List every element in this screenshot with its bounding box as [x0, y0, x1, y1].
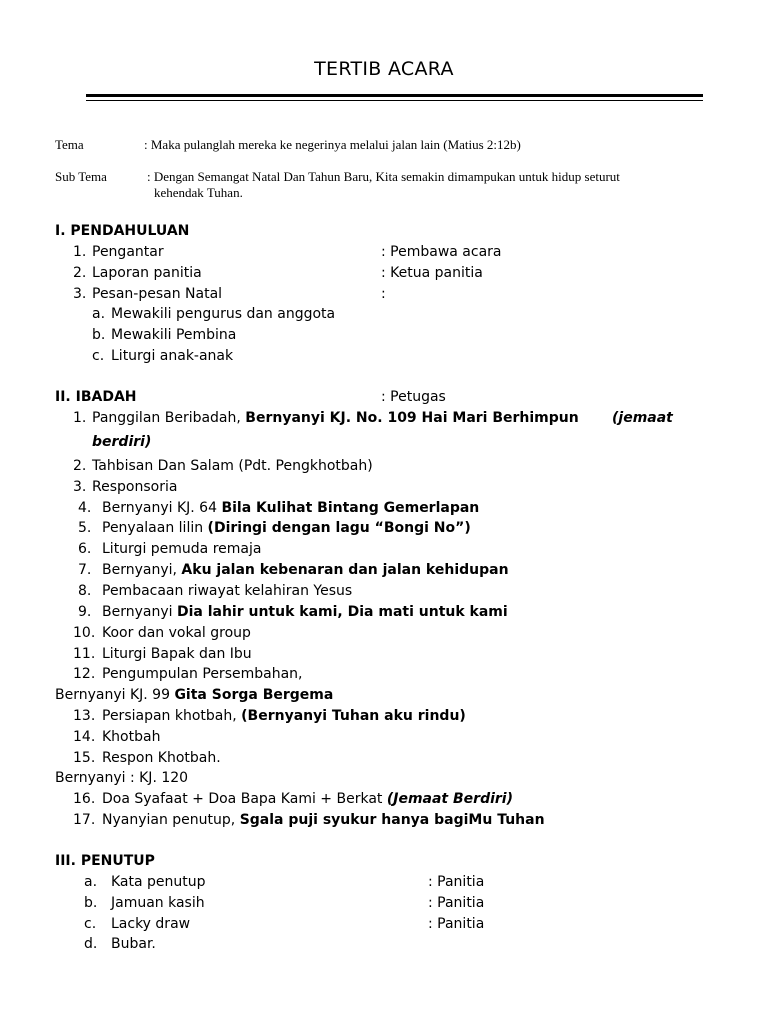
pendahuluan-subitem-c-letter: c. [92, 348, 105, 364]
ibadah-role-header: : Petugas [381, 389, 446, 405]
pendahuluan-item-3-role: : [381, 286, 386, 302]
pendahuluan-item-1-text: Pengantar [92, 244, 164, 260]
ibadah-item-14-text: Khotbah [102, 729, 161, 745]
ibadah-item-12-text: Pengumpulan Persembahan, [102, 666, 303, 682]
ibadah-item-4 [102, 499, 479, 517]
ibadah-item-12-song: Gita Sorga Bergema [174, 687, 334, 703]
ibadah-item-6-number: 6. [78, 541, 92, 557]
ibadah-item-3-number: 3. [73, 479, 87, 495]
penutup-item-d-letter: d. [84, 936, 98, 952]
ibadah-item-15-text: Respon Khotbah. [102, 750, 221, 766]
pendahuluan-item-2-text: Laporan panitia [92, 265, 202, 281]
penutup-item-c-letter: c. [84, 916, 97, 932]
ibadah-item-17-number: 17. [73, 812, 96, 828]
pendahuluan-item-2-number: 2. [73, 265, 87, 281]
ibadah-item-8-number: 8. [78, 583, 92, 599]
ibadah-item-1 [92, 409, 579, 427]
ibadah-item-9-text: Bernyanyi [102, 604, 177, 620]
ibadah-item-10-number: 10. [73, 625, 96, 641]
section-heading-pendahuluan: I. PENDAHULUAN [55, 223, 190, 239]
ibadah-item-6-text: Liturgi pemuda remaja [102, 541, 262, 557]
tema-text: : Maka pulanglah mereka ke negerinya melalui jalan lain (Matius 2:12b) [144, 137, 521, 152]
ibadah-item-17 [102, 811, 545, 829]
ibadah-item-5-number: 5. [78, 520, 92, 536]
ibadah-item-13-number: 13. [73, 708, 96, 724]
pendahuluan-item-1-number: 1. [73, 244, 87, 260]
ibadah-item-13-song: (Bernyanyi Tuhan aku rindu) [241, 708, 466, 724]
title-divider-thick [86, 94, 703, 97]
penutup-item-a-text: Kata penutup [111, 874, 206, 890]
penutup-item-b-letter: b. [84, 895, 98, 911]
penutup-item-c-text: Lacky draw [111, 916, 191, 932]
ibadah-item-9 [102, 603, 508, 621]
tema-label: Tema [55, 137, 84, 152]
ibadah-item-4-number: 4. [78, 500, 92, 516]
ibadah-item-1-number: 1. [73, 410, 87, 426]
ibadah-item-2-text: Tahbisan Dan Salam (Pdt. Pengkhotbah) [92, 458, 373, 474]
penutup-item-d-text: Bubar. [111, 936, 156, 952]
ibadah-item-13 [102, 707, 466, 725]
ibadah-item-16-text: Doa Syafaat + Doa Bapa Kami + Berkat [102, 791, 387, 807]
ibadah-item-17-song: Sgala puji syukur hanya bagiMu Tuhan [239, 812, 545, 828]
pendahuluan-subitem-a-text: Mewakili pengurus dan anggota [111, 306, 336, 322]
page-title: TERTIB ACARA [314, 58, 454, 80]
ibadah-item-1-note: (jemaat [612, 410, 673, 426]
ibadah-item-12-song-line [55, 686, 333, 704]
ibadah-item-5-text: Penyalaan lilin [102, 520, 208, 536]
ibadah-item-12-number: 12. [73, 666, 96, 682]
ibadah-item-11-number: 11. [73, 646, 96, 662]
ibadah-item-4-song: Bila Kulihat Bintang Gemerlapan [221, 500, 480, 516]
penutup-item-c-role: : Panitia [428, 916, 485, 932]
ibadah-item-12-song-label: Bernyanyi KJ. 99 [55, 687, 175, 703]
ibadah-item-3-text: Responsoria [92, 479, 178, 495]
ibadah-item-7-text: Bernyanyi, [102, 562, 182, 578]
section-heading-penutup: III. PENUTUP [55, 853, 155, 869]
penutup-item-b-text: Jamuan kasih [111, 895, 205, 911]
pendahuluan-item-1-role: : Pembawa acara [381, 244, 502, 260]
pendahuluan-item-3-number: 3. [73, 286, 87, 302]
penutup-item-a-role: : Panitia [428, 874, 485, 890]
sub-tema-label: Sub Tema [55, 169, 107, 184]
penutup-item-b-role: : Panitia [428, 895, 485, 911]
ibadah-item-1-song: Bernyanyi KJ. No. 109 Hai Mari Berhimpun [245, 410, 579, 426]
ibadah-item-4-text: Bernyanyi KJ. 64 [102, 500, 222, 516]
ibadah-item-2-number: 2. [73, 458, 87, 474]
ibadah-item-10-text: Koor dan vokal group [102, 625, 251, 641]
ibadah-item-5 [102, 519, 471, 537]
sub-tema-text-line1: : Dengan Semangat Natal Dan Tahun Baru, Kita semakin dimampukan untuk hidup seturut [147, 169, 620, 184]
pendahuluan-subitem-b-text: Mewakili Pembina [111, 327, 237, 343]
ibadah-item-16 [102, 790, 513, 808]
ibadah-item-17-text: Nyanyian penutup, [102, 812, 240, 828]
pendahuluan-item-2-role: : Ketua panitia [381, 265, 483, 281]
ibadah-item-16-note: (Jemaat Berdiri) [386, 791, 513, 807]
section-heading-ibadah: II. IBADAH [55, 389, 137, 405]
ibadah-item-15-number: 15. [73, 750, 96, 766]
title-divider-thin [86, 100, 703, 101]
pendahuluan-subitem-c-text: Liturgi anak-anak [111, 348, 234, 364]
ibadah-item-14-number: 14. [73, 729, 96, 745]
pendahuluan-item-3-text: Pesan-pesan Natal [92, 286, 223, 302]
ibadah-item-7 [102, 561, 509, 579]
ibadah-item-15-song-line: Bernyanyi : KJ. 120 [55, 770, 189, 786]
ibadah-item-16-number: 16. [73, 791, 96, 807]
sub-tema-text-line2: kehendak Tuhan. [154, 185, 243, 200]
ibadah-item-7-number: 7. [78, 562, 92, 578]
ibadah-item-5-note: (Diringi dengan lagu “Bongi No”) [207, 520, 471, 536]
ibadah-item-1-note-cont: berdiri) [92, 434, 152, 450]
ibadah-item-13-text: Persiapan khotbah, [102, 708, 242, 724]
ibadah-item-1-text: Panggilan Beribadah, [92, 410, 246, 426]
penutup-item-a-letter: a. [84, 874, 98, 890]
ibadah-item-7-song: Aku jalan kebenaran dan jalan kehidupan [181, 562, 509, 578]
ibadah-item-8-text: Pembacaan riwayat kelahiran Yesus [102, 583, 353, 599]
pendahuluan-subitem-a-letter: a. [92, 306, 106, 322]
ibadah-item-9-number: 9. [78, 604, 92, 620]
ibadah-item-11-text: Liturgi Bapak dan Ibu [102, 646, 252, 662]
ibadah-item-9-song: Dia lahir untuk kami, Dia mati untuk kami [176, 604, 508, 620]
pendahuluan-subitem-b-letter: b. [92, 327, 106, 343]
